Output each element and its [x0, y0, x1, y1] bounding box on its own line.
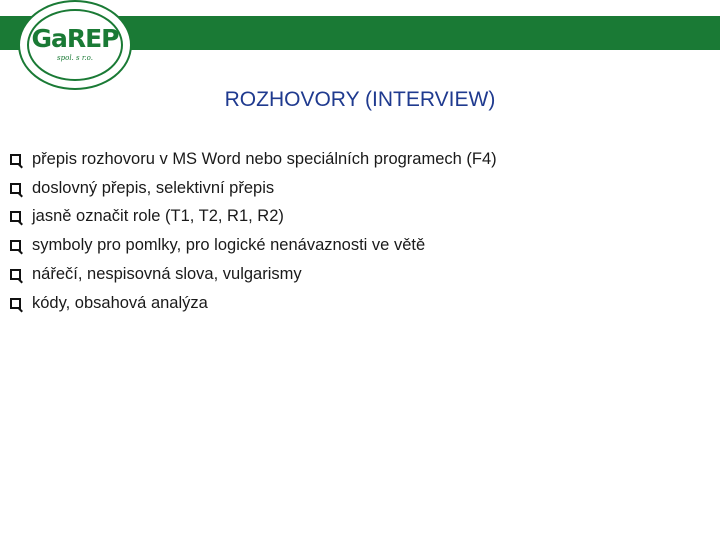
list-item-text: nářečí, nespisovná slova, vulgarismy: [32, 265, 302, 284]
list-item: [10, 231, 497, 260]
list-item-text: doslovný přepis, selektivní přepis: [32, 178, 275, 197]
checkbox-bullet-icon: [10, 298, 21, 309]
list-item: [10, 289, 497, 318]
company-logo: [18, 0, 132, 90]
list-item: [10, 174, 497, 203]
checkbox-bullet-icon: [10, 154, 21, 165]
checkbox-bullet-icon: [10, 211, 21, 222]
logo-name: GaREP: [31, 24, 119, 53]
checkbox-bullet-icon: [10, 240, 21, 251]
list-item: [10, 203, 497, 232]
list-item: [10, 260, 497, 289]
checkbox-bullet-icon: [10, 269, 21, 280]
list-item-text: jasně označit role (T1, T2, R1, R2): [32, 207, 284, 226]
list-item: [10, 145, 497, 174]
checkbox-bullet-icon: [10, 183, 21, 194]
list-item-text: symboly pro pomlky, pro logické nenávaznosti ve větě: [32, 236, 426, 255]
page-title: ROZHOVORY (INTERVIEW): [224, 88, 496, 111]
bullet-list: [10, 145, 497, 318]
list-item-text: kódy, obsahová analýza: [32, 293, 208, 312]
logo-subtitle: spol. s r.o.: [57, 54, 93, 62]
list-item-text: přepis rozhovoru v MS Word nebo speciálních programech (F4): [32, 149, 497, 168]
